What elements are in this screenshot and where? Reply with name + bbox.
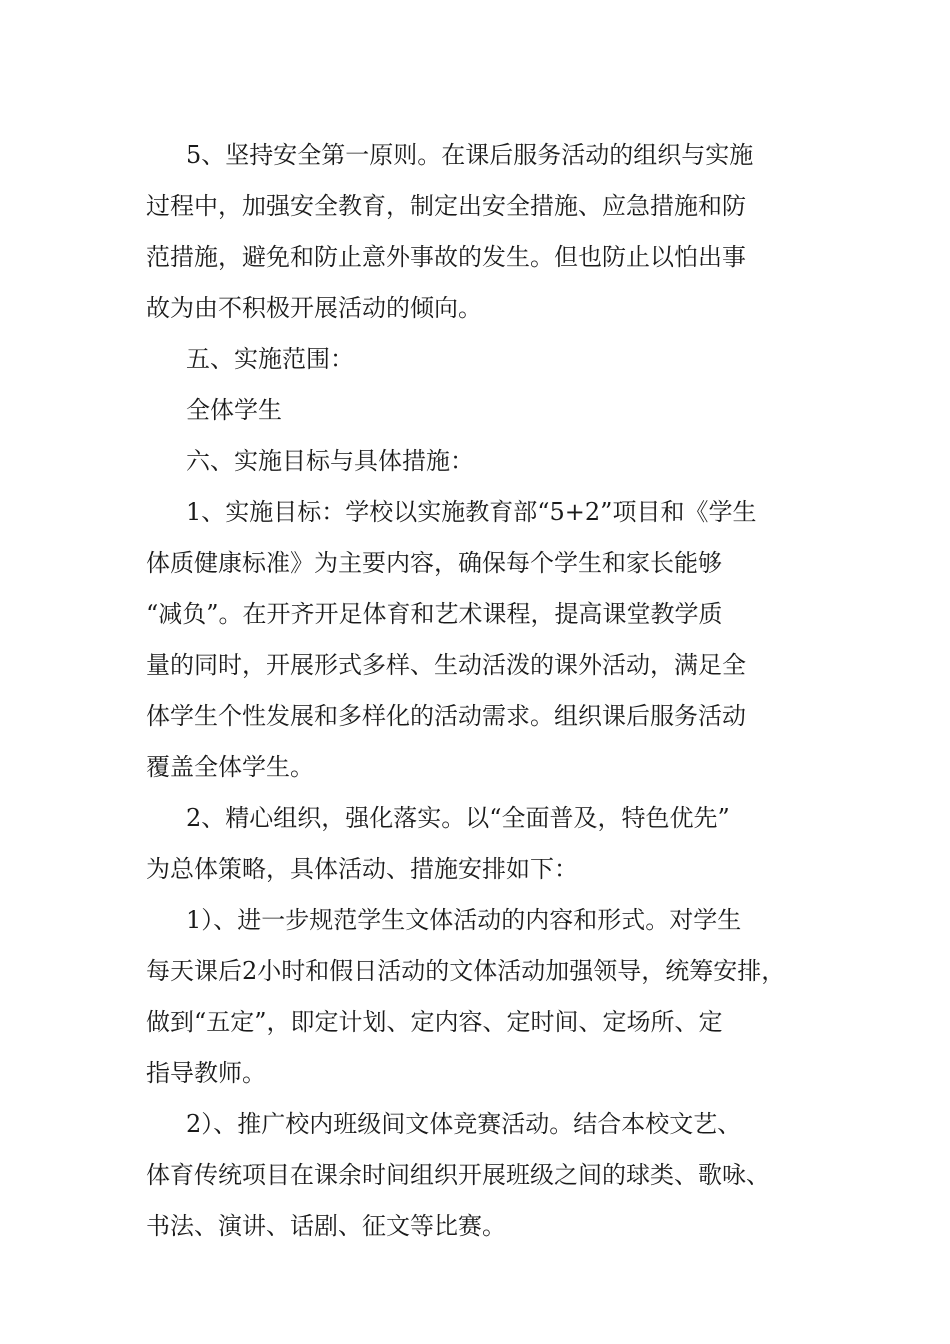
paragraph-line: 2、精心组织，强化落实。以“全面普及，特色优先” xyxy=(186,804,730,832)
paragraph-line: 过程中，加强安全教育，制定出安全措施、应急措施和防 xyxy=(146,192,746,220)
paragraph-line: 为总体策略，具体活动、措施安排如下： xyxy=(146,855,578,883)
paragraph-line: 1、实施目标：学校以实施教育部“5+2”项目和《学生 xyxy=(186,498,757,526)
paragraph-line: 体育传统项目在课余时间组织开展班级之间的球类、歌咏、 xyxy=(146,1161,770,1189)
paragraph-line: 体质健康标准》为主要内容，确保每个学生和家长能够 xyxy=(146,549,722,577)
paragraph-line: 书法、演讲、话剧、征文等比赛。 xyxy=(146,1212,506,1240)
paragraph-line: 量的同时，开展形式多样、生动活泼的课外活动，满足全 xyxy=(146,651,746,679)
paragraph-line: 覆盖全体学生。 xyxy=(146,753,314,781)
paragraph-line: 全体学生 xyxy=(186,396,282,424)
paragraph-line: 指导教师。 xyxy=(146,1059,266,1087)
document-body xyxy=(146,130,826,1252)
paragraph-line: 范措施，避免和防止意外事故的发生。但也防止以怕出事 xyxy=(146,243,746,271)
paragraph-line: 每天课后2小时和假日活动的文体活动加强领导，统筹安排， xyxy=(146,957,786,985)
paragraph-line: 做到“五定”，即定计划、定内容、定时间、定场所、定 xyxy=(146,1008,723,1036)
section-heading: 五、实施范围： xyxy=(186,345,354,373)
paragraph-line: 2）、推广校内班级间文体竞赛活动。结合本校文艺、 xyxy=(186,1110,742,1138)
section-heading: 六、实施目标与具体措施： xyxy=(186,447,474,475)
paragraph-line: 体学生个性发展和多样化的活动需求。组织课后服务活动 xyxy=(146,702,746,730)
paragraph-line: 1）、进一步规范学生文体活动的内容和形式。对学生 xyxy=(186,906,742,934)
paragraph-line: 5、坚持安全第一原则。在课后服务活动的组织与实施 xyxy=(186,141,754,169)
paragraph-line: “减负”。在开齐开足体育和艺术课程，提高课堂教学质 xyxy=(146,600,723,628)
paragraph-line: 故为由不积极开展活动的倾向。 xyxy=(146,294,482,322)
